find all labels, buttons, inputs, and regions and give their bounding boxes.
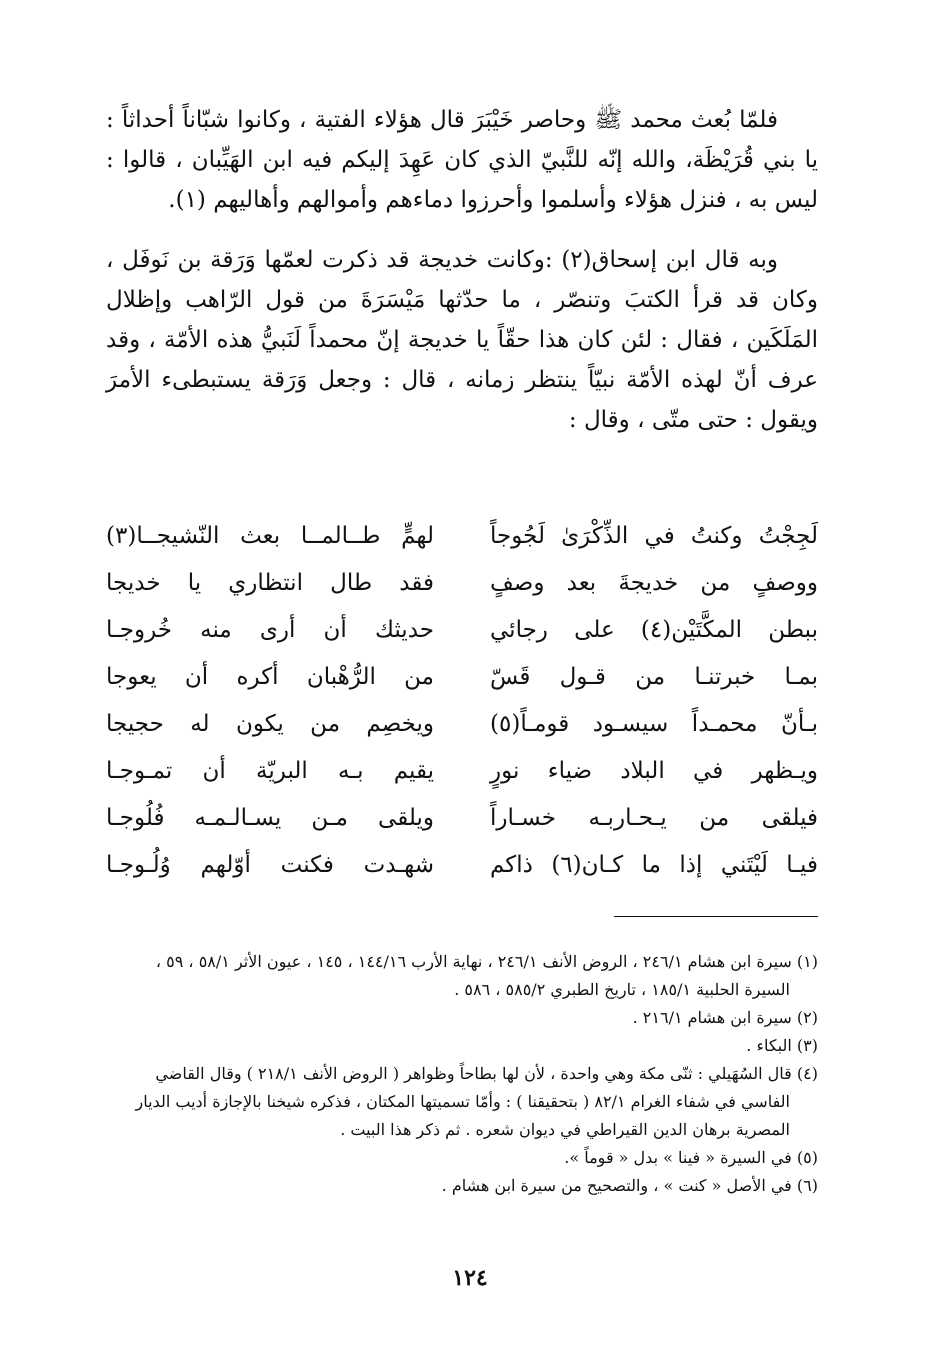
first-hemistich: ببطن المكَّتَيْن(٤) على رجائي [490, 616, 818, 643]
first-hemistich: لَجِجْتُ وكنتُ في الذِّكْرَىٰ لَجُوجاً [490, 522, 818, 549]
footnote-2: (٢) سيرة ابن هشام ٢١٦/١ . [632, 1008, 818, 1027]
paragraph-2: وبه قال ابن إسحاق(٢) :وكانت خديجة قد ذكرت لعمّها وَرَقة بن نَوفَل ، وكان قد قرأ الكتبَ وتنصّر ، ما حدّثها مَيْسَرَةَ من قول الرّاهب وإظلال المَلَكَين ، فقال : لئن كان هذا حقّاً يا خديجة إنّ محمداً لَنَبيُّ هذه الأمّة ، وقد عرف أنّ لهذه الأمّة نبيّاً ينتظر زمانه ، قال : وجعل وَرَقة يستبطىء الأمرَ ويقول : حتى متّى ، وقال : [106, 247, 818, 433]
first-hemistich: بمـا خبرتنـا من قـول قَسّ [490, 663, 818, 690]
first-hemistich: فيلقى من يـحـاربـه خسـاراً [490, 804, 818, 831]
footnote-1: (١) سيرة ابن هشام ٢٤٦/١ ، الروض الأنف ٢٤٦/١ ، نهاية الأرب ١٤٤/١٦ ، ١٤٥ ، عيون الأثر ٥٨/١ ، ٥٩ ، السيرة الحلبية ١٨٥/١ ، تاريخ الطبري ٥٨٥/٢ ، ٥٨٦ . [155, 952, 818, 999]
page-number: ١٢٤ [452, 1265, 488, 1291]
poem [106, 512, 818, 888]
paragraph-1: فلمّا بُعث محمد ﷺ وحاصر خَيْبَرَ قال هؤلاء الفتية ، وكانوا شبّاناً أحداثاً : يا بني قُرَيْظَة، والله إنّه للنَّبيّ الذي كان عَهِدَ إليكم فيه ابن الهَيِّبان ، قالوا : ليس به ، فنزل هؤلاء وأسلموا وأحرزوا دماءهم وأموالهم وأهاليهم (١). [106, 107, 818, 213]
footnote-separator [614, 916, 818, 917]
footnote-6: (٦) في الأصل « كنت » ، والتصحيح من سيرة ابن هشام . [441, 1176, 818, 1195]
second-hemistich: حديثك أن أرى منه خُروجـا [106, 616, 434, 643]
first-hemistich: ويـظهر في البلاد ضياء نورٍ [490, 757, 818, 784]
main-text [106, 100, 818, 440]
second-hemistich: شهـدت فكنت أوّلهم وُلُـوجـا [106, 851, 434, 878]
second-hemistich: من الرُّهْبان أكره أن يعوجا [106, 663, 434, 690]
poem-verse [106, 700, 818, 747]
second-hemistich: ويلقى مـن يسـالـمـه فُلُوجـا [106, 804, 434, 831]
poem-verse [106, 747, 818, 794]
second-hemistich: فقد طال انتظاري يا خديجا [106, 569, 434, 596]
poem-verse [106, 841, 818, 888]
poem-verse [106, 559, 818, 606]
footnote-5: (٥) في السيرة « فينا » بدل « قوماً ». [564, 1148, 818, 1167]
poem-verse [106, 512, 818, 559]
footnotes [106, 948, 818, 1200]
first-hemistich: فيـا لَيْتَني إذا ما كـان(٦) ذاكم [490, 851, 818, 878]
first-hemistich: ووصفٍ من خديجةَ بعد وصفٍ [490, 569, 818, 596]
second-hemistich: يقيم بـه البريّة أن تمـوجـا [106, 757, 434, 784]
first-hemistich: بـأنّ محمـداً سيسـود قومـاً(٥) [490, 710, 818, 737]
poem-verse [106, 653, 818, 700]
footnote-4: (٤) قال السُهَيلي : ثنّى مكة وهي واحدة ، لأن لها بطاحاً وظواهر ( الروض الأنف ٢١٨/١ ) وقال القاضي الفاسي في شفاء الغرام ٨٢/١ ( بتحقيقنا ) : وأمّا تسميتها المكتان ، فذكره شيخنا بالإجازة أديب الديار المصرية برهان الدين القيراطي في ديوان شعره . ثم ذكر هذا البيت . [135, 1064, 818, 1139]
second-hemistich: ويخصِم من يكون له حجيجا [106, 710, 434, 737]
poem-verse [106, 606, 818, 653]
poem-verse [106, 794, 818, 841]
footnote-3: (٣) البكاء . [746, 1036, 818, 1055]
second-hemistich: لهمٍّ طــالمــا بعث النّشيجــا(٣) [106, 522, 434, 549]
